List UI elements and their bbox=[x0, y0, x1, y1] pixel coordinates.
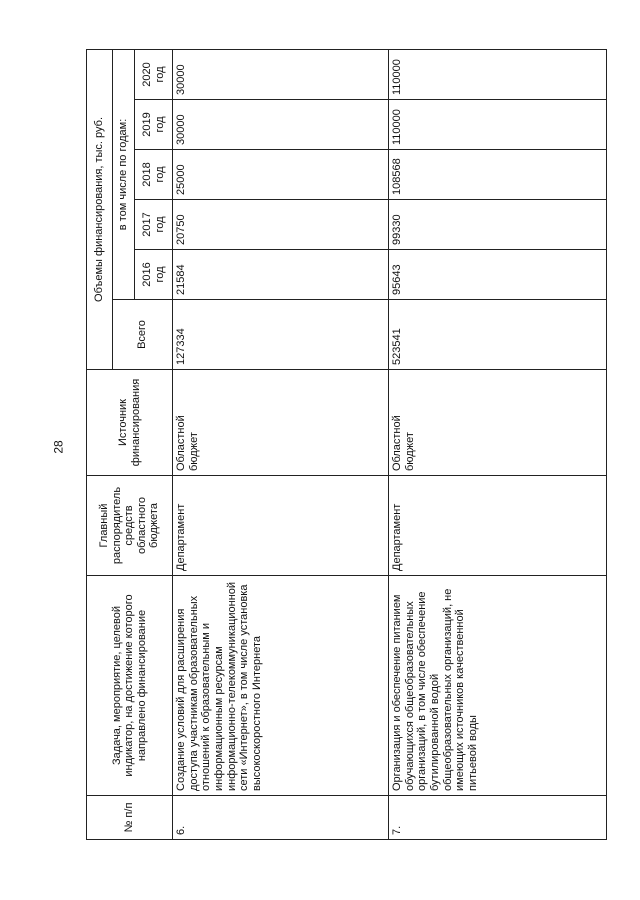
row-year-2017: 20750 bbox=[173, 200, 389, 250]
header-year-2018: 2018 год bbox=[135, 150, 173, 200]
row-year-2016: 21584 bbox=[173, 250, 389, 300]
header-num: № п/п bbox=[87, 796, 173, 840]
row-year-2017: 99330 bbox=[389, 200, 607, 250]
row-year-2018: 25000 bbox=[173, 150, 389, 200]
row-total: 523541 bbox=[389, 300, 607, 370]
header-year-2020: 2020 год bbox=[135, 49, 173, 99]
header-distributor: Главный распорядитель средств областного бюджета bbox=[87, 476, 173, 576]
rotated-table-wrapper bbox=[86, 50, 606, 840]
header-year-2019: 2019 год bbox=[135, 100, 173, 150]
header-volumes: Объемы финансирования, тыс. руб. bbox=[87, 49, 113, 369]
row-distributor: Департамент bbox=[389, 476, 607, 576]
row-year-2019: 110000 bbox=[389, 100, 607, 150]
header-task: Задача, мероприятие, целевой индикатор, на достижение которого направлено финансирование bbox=[87, 576, 173, 796]
table-row bbox=[389, 49, 607, 839]
header-source: Источник финансирования bbox=[87, 370, 173, 476]
header-total: Всего bbox=[113, 300, 173, 370]
table-row bbox=[173, 49, 389, 839]
header-by-years: в том числе по годам: bbox=[113, 49, 135, 299]
header-year-2016: 2016 год bbox=[135, 250, 173, 300]
row-source: Областной бюджет bbox=[173, 370, 389, 476]
row-year-2016: 95643 bbox=[389, 250, 607, 300]
page-number: 28 bbox=[51, 440, 66, 454]
header-row-1 bbox=[87, 49, 113, 839]
row-distributor: Департамент bbox=[173, 476, 389, 576]
header-year-2017: 2017 год bbox=[135, 200, 173, 250]
row-task: Организация и обеспечение питанием обучающихся общеобразовательных организаций, в том числе обеспечение бутилированной водой общеобразовательных организаций, не имеющих источников качественной питьевой воды bbox=[389, 576, 607, 796]
row-year-2019: 30000 bbox=[173, 100, 389, 150]
financing-table bbox=[86, 49, 607, 840]
row-num: 7. bbox=[389, 796, 607, 840]
row-num: 6. bbox=[173, 796, 389, 840]
row-year-2018: 108568 bbox=[389, 150, 607, 200]
row-year-2020: 30000 bbox=[173, 49, 389, 99]
row-source: Областной бюджет bbox=[389, 370, 607, 476]
row-year-2020: 110000 bbox=[389, 49, 607, 99]
financing-table-area bbox=[86, 50, 606, 840]
row-total: 127334 bbox=[173, 300, 389, 370]
row-task: Создание условий для расширения доступа участникам образовательных отношений к образовательным и информационным ресурсам информационно-телекоммуникационной сети «Интернет», в том числе установка высокоскоростного Интернета bbox=[173, 576, 389, 796]
